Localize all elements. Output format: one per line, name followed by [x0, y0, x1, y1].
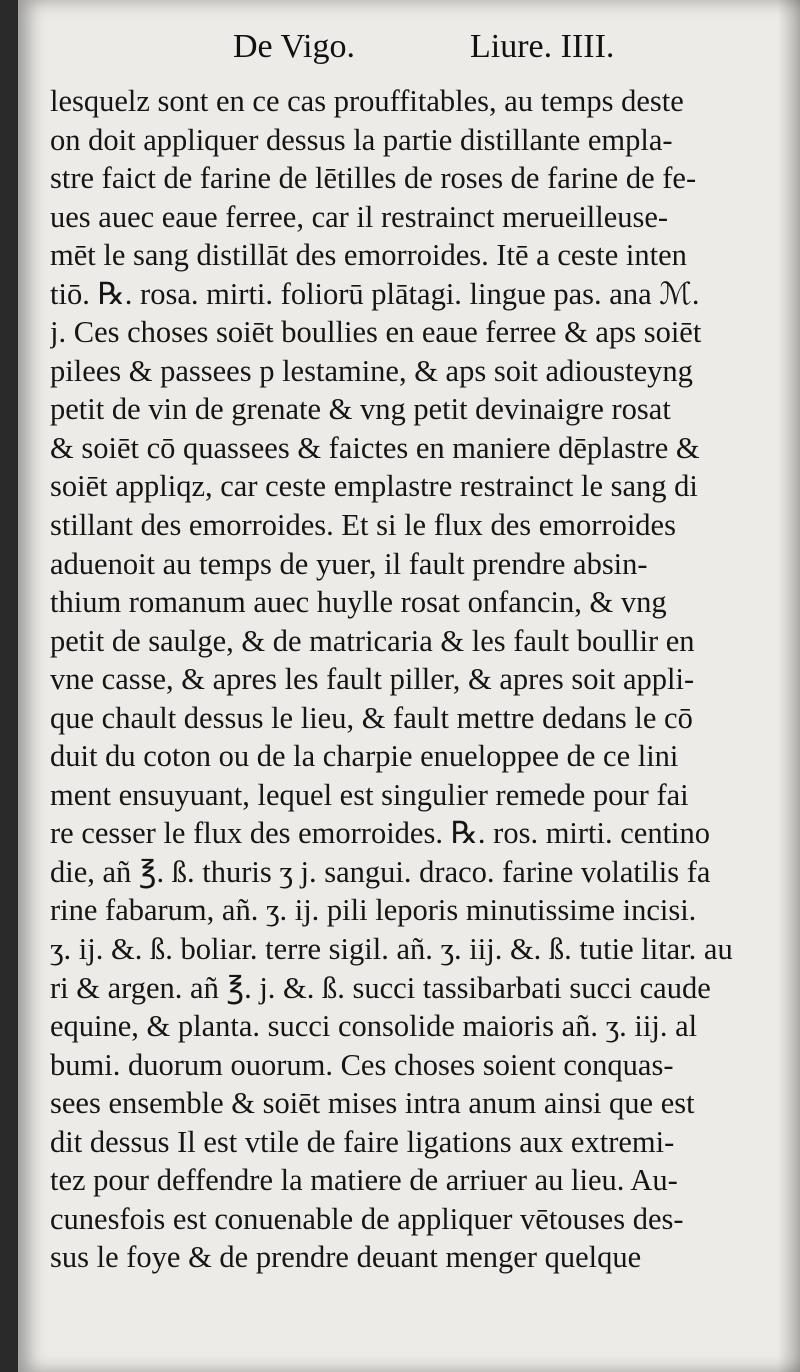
text-line: mēt le sang distillāt des emorroides. Itē a ceste inten [50, 238, 687, 273]
text-line: ues auec eaue ferree, car il restrainct merueilleuse- [50, 199, 669, 234]
book-number: Liure. IIII. [470, 28, 615, 65]
text-line: aduenoit au temps de yuer, il fault prendre absin- [50, 546, 648, 581]
text-line: soiēt appliqz, car ceste emplastre restrainct le sang di [50, 469, 698, 504]
text-line: stre faict de farine de lētilles de roses de farine de fe- [50, 161, 697, 196]
text-line: re cesser le flux des emorroides. ℞. ros. mirti. centino [50, 816, 711, 851]
text-line: ment ensuyuant, lequel est singulier remede pour fai [50, 777, 689, 812]
text-line: dit dessus Il est vtile de faire ligations aux extremi- [50, 1124, 675, 1159]
text-line: lesquelz sont en ce cas prouffitables, au temps deste [50, 84, 684, 118]
text-line: sees ensemble & soiēt mises intra anum ainsi que est [50, 1086, 695, 1121]
text-line: petit de vin de grenate & vng petit devinaigre rosat [50, 392, 671, 427]
body-text [50, 82, 760, 1277]
text-line: tiō. ℞. rosa. mirti. foliorū plātagi. lingue pas. ana ℳ. [50, 276, 700, 311]
text-line: que chault dessus le lieu, & fault mettre dedans le cō [50, 700, 693, 735]
running-title: De Vigo. [233, 28, 355, 65]
text-line: thium romanum auec huylle rosat onfancin, & vng [50, 585, 667, 620]
book-page [18, 0, 800, 1372]
text-line: duit du coton ou de la charpie enueloppee de ce lini [50, 739, 679, 774]
text-line: ri & argen. añ ℥. j. &. ß. succi tassibarbati succi caude [50, 970, 711, 1005]
text-line: vne casse, & apres les fault piller, & apres soit appli- [50, 662, 695, 697]
text-line: petit de saulge, & de matricaria & les fault boullir en [50, 623, 695, 658]
text-line: bumi. duorum ouorum. Ces choses soient conquas- [50, 1047, 674, 1082]
text-line: & soiēt cō quassees & faictes en maniere dēplastre & [50, 430, 700, 465]
text-line: cunesfois est conuenable de appliquer vētouses des- [50, 1201, 684, 1236]
text-line: pilees & passees p lestamine, & aps soit adiousteyng [50, 353, 693, 388]
text-line: j. Ces choses soiēt boullies en eaue ferree & aps soiēt [50, 315, 702, 350]
text-line: tez pour deffendre la matiere de arriuer au lieu. Au- [50, 1163, 678, 1198]
text-line: sus le foye & de prendre deuant menger quelque [50, 1240, 642, 1275]
text-line: die, añ ℥. ß. thuris ʒ j. sangui. draco. farine volatilis fa [50, 854, 711, 889]
page-header [18, 28, 800, 78]
text-line: ʒ. ij. &. ß. boliar. terre sigil. añ. ʒ. iij. &. ß. tutie litar. au [50, 932, 733, 967]
text-line: on doit appliquer dessus la partie distillante empla- [50, 122, 673, 157]
text-line: rine fabarum, añ. ʒ. ij. pili leporis minutissime incisi. [50, 893, 697, 928]
text-line: equine, & planta. succi consolide maioris añ. ʒ. iij. al [50, 1009, 698, 1044]
text-line: stillant des emorroides. Et si le flux des emorroides [50, 508, 676, 543]
